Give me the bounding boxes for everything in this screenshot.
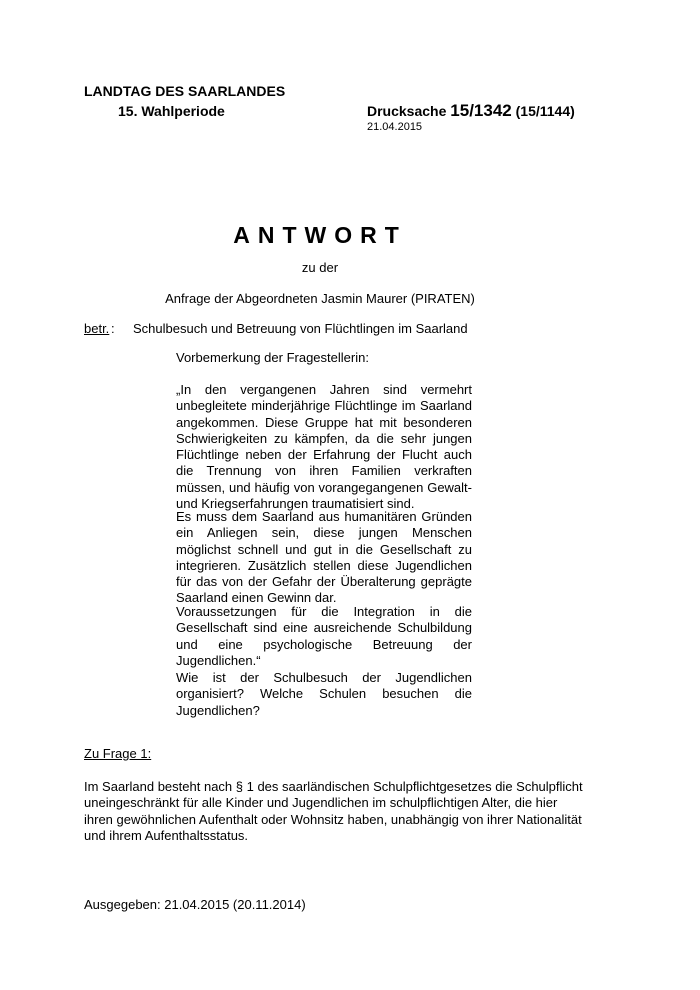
issued-footer: Ausgegeben: 21.04.2015 (20.11.2014): [84, 897, 306, 912]
answer-heading: Zu Frage 1:: [84, 746, 152, 761]
anfrage-line: Anfrage der Abgeordneten Jasmin Maurer (PIRATEN): [165, 291, 475, 306]
preliminary-paragraph: Voraussetzungen für die Integration in die Gesellschaft sind eine ausreichende Schulbildung und eine psychologische Betreuung der Jugendlichen.“: [176, 604, 472, 668]
betr-label: betr.: [84, 321, 110, 336]
subject-text: Schulbesuch und Betreuung von Flüchtlingen im Saarland: [133, 321, 468, 336]
parliament-name: LANDTAG DES SAARLANDES: [84, 83, 286, 99]
answer-text: Im Saarland besteht nach § 1 des saarländischen Schulpflichtgesetzes die Schulpflicht uneingeschränkt für alle Kinder und Jugendlichen im schulpflichtigen Alter, die hier ihren gewöhnlichen Aufenthalt oder Wohnsitz haben, unabhängig von ihrer Nationalität und ihrem Aufenthaltsstatus.: [84, 779, 583, 843]
drucksache-label: Drucksache: [367, 103, 447, 119]
preliminary-paragraph: Es muss dem Saarland aus humanitären Gründen ein Anliegen sein, diese jungen Menschen möglichst schnell und gut in die Gesellschaft zu integrieren. Zusätzlich stellen diese Jugendlichen für das von der Gefahr der Überalterung geprägte Saarland einen Gewinn dar.: [176, 509, 472, 606]
preliminary-remark-heading: Vorbemerkung der Fragestellerin:: [176, 350, 369, 365]
document-date: 21.04.2015: [367, 121, 423, 133]
question-text: Wie ist der Schulbesuch der Jugendlichen organisiert? Welche Schulen besuchen die Jugendlichen?: [176, 670, 472, 718]
zu-der-line: zu der: [301, 260, 339, 275]
preliminary-paragraph: „In den vergangenen Jahren sind vermehrt unbegleitete minderjährige Flüchtlinge im Saarland angekommen. Diese Gruppe hat mit besonderen Schwierigkeiten zu kämpfen, da die sehr jungen Flüchtlinge neben der Erfahrung der Flucht auch die Trennung von ihren Familien verkraften müssen, und häufig von vorangegangenen Gewalt- und Kriegserfahrungen traumatisiert sind.: [176, 382, 472, 512]
drucksache-ref: (15/1144): [515, 103, 575, 119]
betr-colon: :: [111, 321, 115, 336]
drucksache-line: [367, 101, 575, 121]
legislative-period: 15. Wahlperiode: [118, 103, 225, 119]
document-title: ANTWORT: [233, 222, 407, 248]
drucksache-number: 15/1342: [450, 101, 512, 120]
